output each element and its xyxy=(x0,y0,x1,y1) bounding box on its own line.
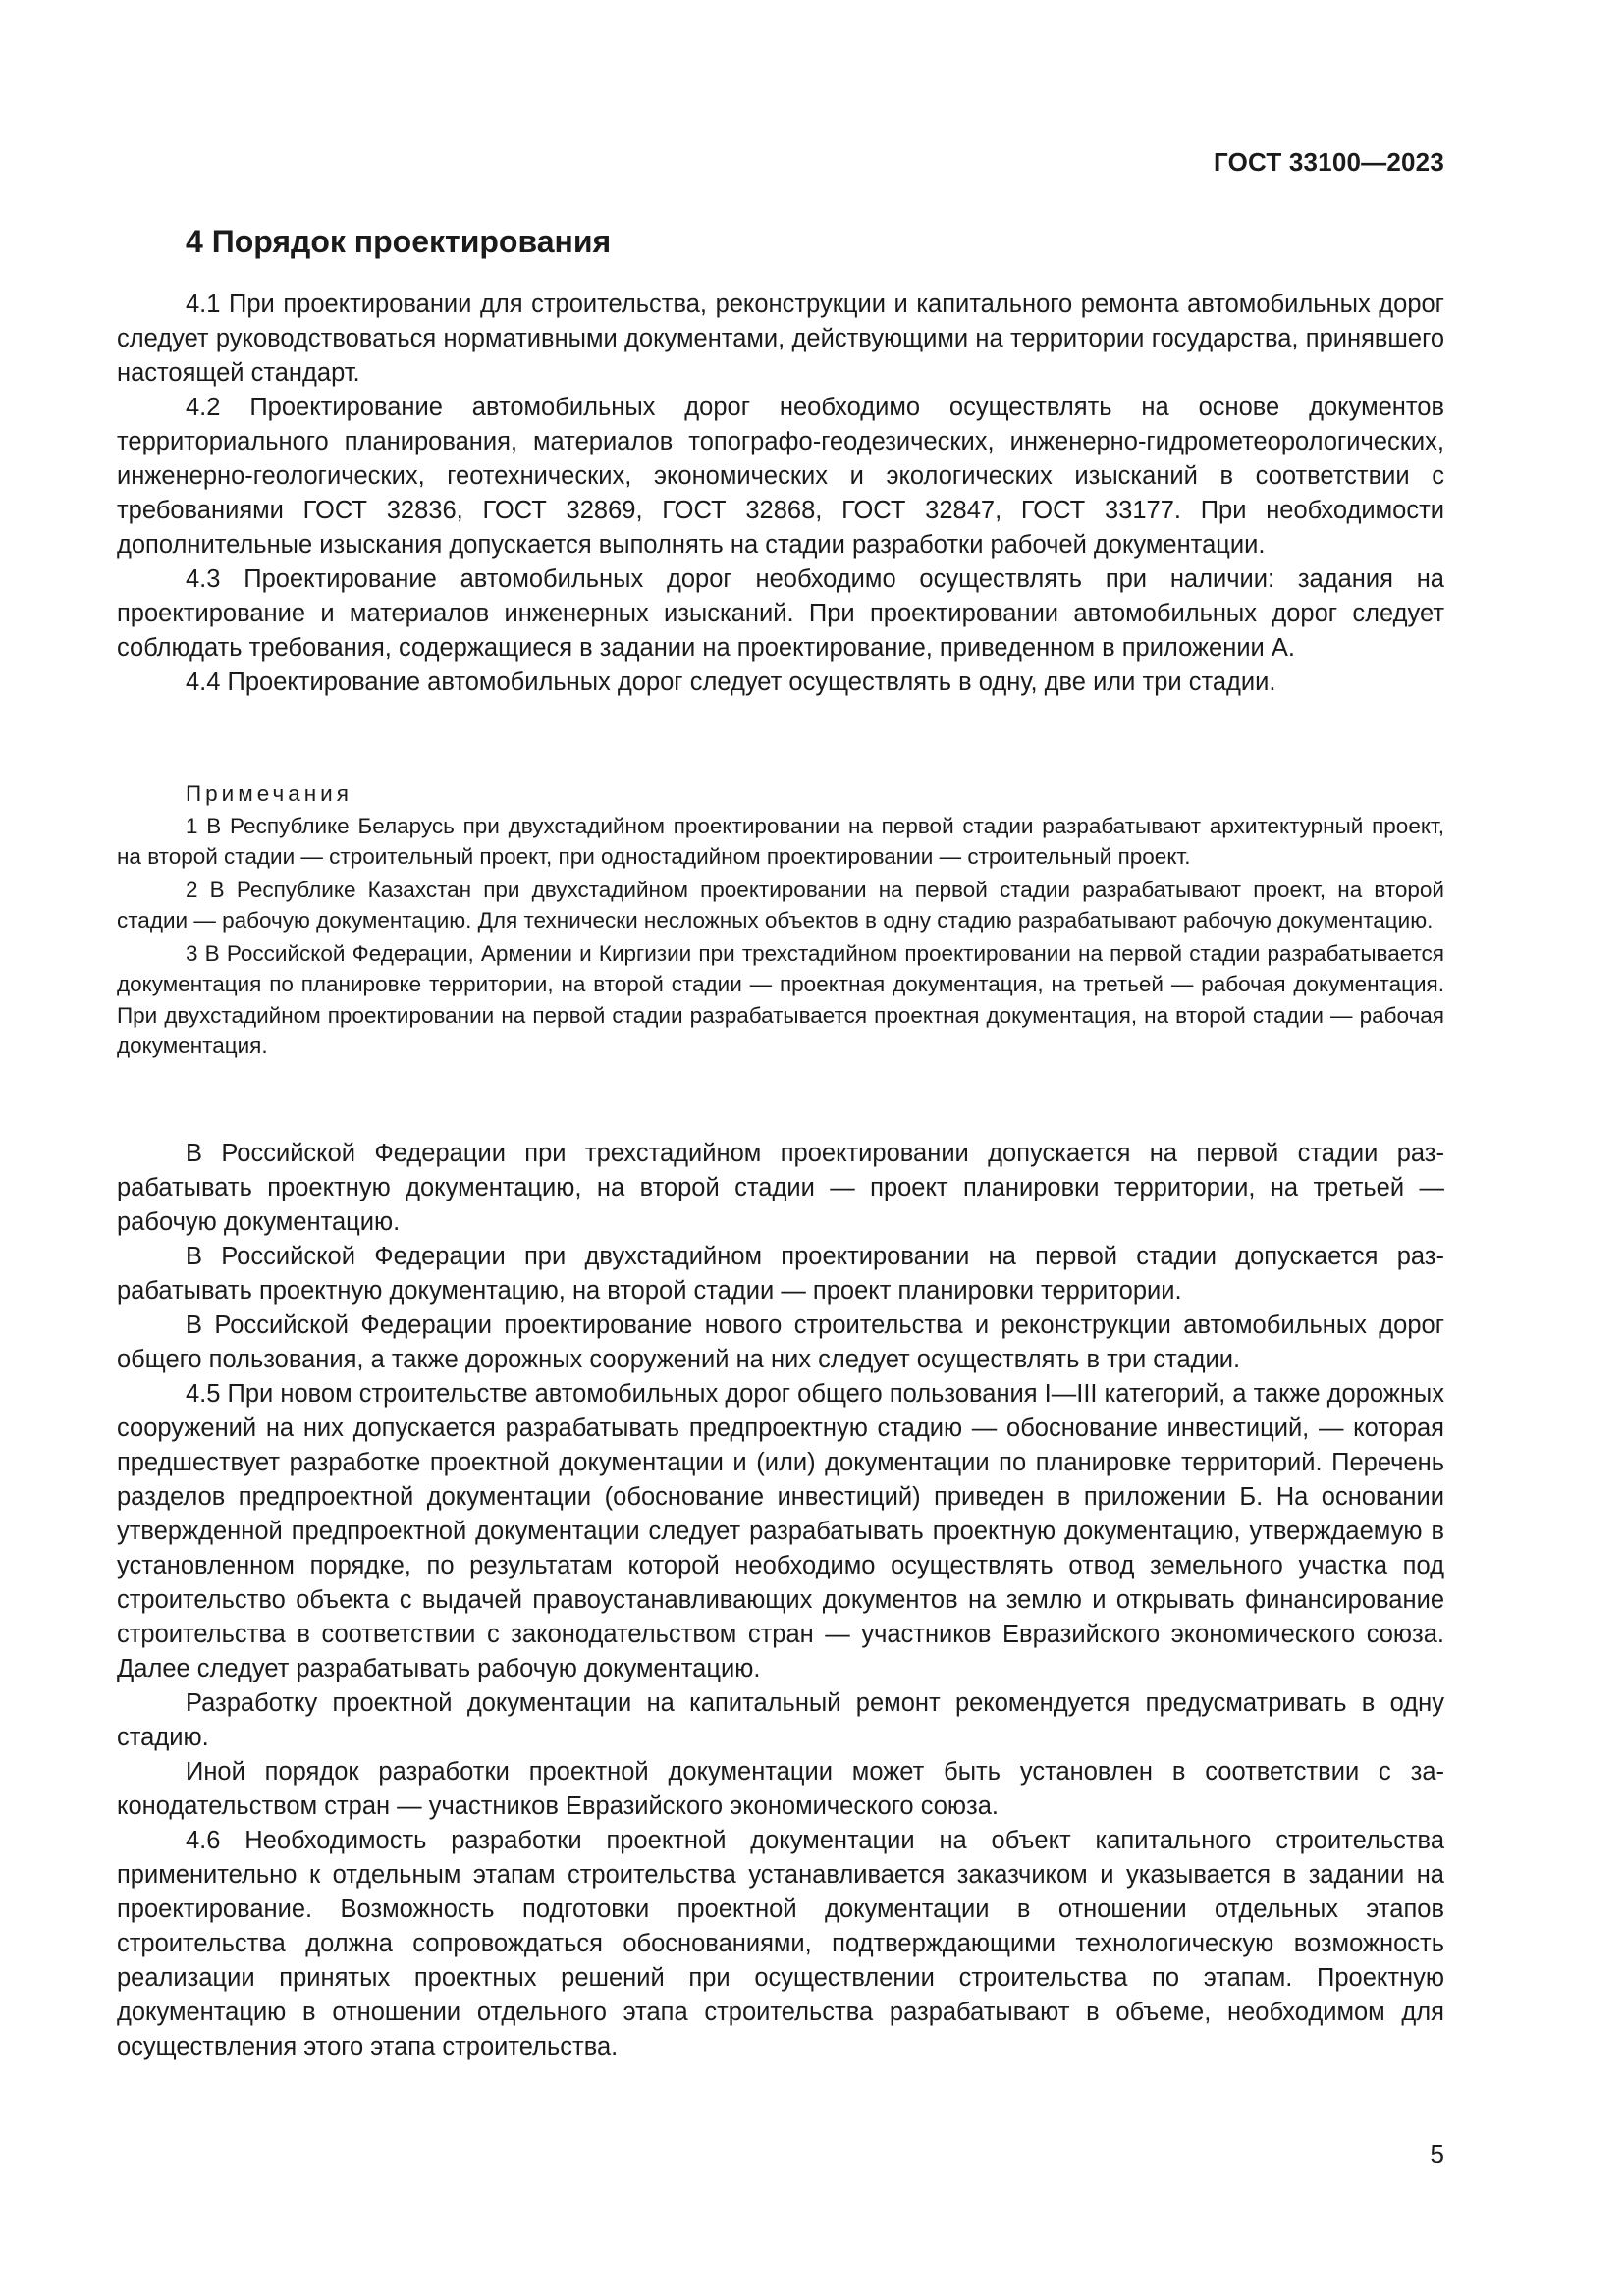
section-heading: 4 Порядок проектирования xyxy=(186,224,612,259)
paragraph-other-procedure: Иной порядок разработки проектной документации может быть установлен в соответствии с законодательством стран — участников Евразийского экономического союза. xyxy=(117,1758,1444,1820)
notes-block xyxy=(117,778,1444,1064)
paragraph-4-5: 4.5 При новом строительстве автомобильных дорог общего пользования I—III категорий, а также дорожных сооружений на них допускается разрабатывать предпроектную стадию — обоснование инвестиций, — которая предшествует разработке проектной документации и (или) документации по планировке территорий. Перечень разделов предпроектной документации (обоснование инвестиций) приведен в приложении Б. На основании утвержденной предпроектной документации следует разрабатывать проектную документацию, утверждаемую в установленном порядке, по результатам которой необходимо осуществлять отвод земельного участка под строительство объекта с выдачей правоустанавливающих документов на землю и открывать финансирование строительства в соответствии с законодательством стран — участников Евразийского экономического союза. Далее следует разрабатывать рабочую документацию. xyxy=(117,1380,1444,1682)
paragraph-4-3: 4.3 Проектирование автомобильных дорог необходимо осуществлять при наличии: задания на проектирование и материалов инженерных изысканий. При проектировании автомобильных дорог следует соблюдать требования, содержащиеся в задании на проектирование, приведенном в приложении А. xyxy=(117,565,1444,662)
paragraph-rf-three-stage: В Российской Федерации при трехстадийном проектировании допускается на первой стадии разрабатывать проектную документацию, на второй стадии — проект планировки территории, на третьей — рабочую документацию. xyxy=(117,1140,1444,1236)
standard-code-header: ГОСТ 33100—2023 xyxy=(1214,147,1444,177)
paragraph-4-2: 4.2 Проектирование автомобильных дорог необходимо осуществлять на основе документов территориального планирования, материалов топографо-геодезических, инженерно-гидрометеорологических, инженерно-геологических, геотехнических, экономических и экологических изысканий в соответствии с требованиями ГОСТ 32836, ГОСТ 32869, ГОСТ 32868, ГОСТ 32847, ГОСТ 33177. При необходимости дополнительные изыскания допускается выполнять на стадии разработки рабочей документации. xyxy=(117,394,1444,559)
note-item-2: 2 В Республике Казахстан при двухстадийном проектировании на первой стадии разрабатывают проект, на второй стадии — рабочую документацию. Для технически несложных объектов в одну стадию разрабатывают рабочую документацию. xyxy=(117,877,1444,933)
paragraph-4-4: 4.4 Проектирование автомобильных дорог следует осуществлять в одну, две или три стадии. xyxy=(186,668,1276,696)
notes-title: Примечания xyxy=(186,781,352,806)
paragraph-rf-new-construction: В Российской Федерации проектирование нового строительства и реконструкции автомобильных дорог общего пользования, а также дорожных сооружений на них следует осуществлять в три стадии. xyxy=(117,1311,1444,1373)
body-text-top xyxy=(117,288,1444,700)
note-item-1: 1 В Республике Беларусь при двухстадийном проектировании на первой стадии разрабатывают архитектурный проект, на второй стадии — строительный проект, при одностадийном проектировании — строительный проект. xyxy=(117,813,1444,869)
paragraph-4-6: 4.6 Необходимость разработки проектной документации на объект капитального строительства применительно к отдельным этапам строительства устанавливается заказчиком и указывается в задании на проектирование. Возможность подготовки проектной документации в отношении отдельных этапов строительства должна сопровождаться обоснованиями, подтверждающими технологическую возможность реализации принятых проектных решений при осуществлении строительства по этапам. Проектную документацию в отношении отдельного этапа строительства разрабатывают в объеме, необходимом для осуществления этого этапа строительства. xyxy=(117,1827,1444,2060)
paragraph-capital-repair: Разработку проектной документации на капитальный ремонт рекомендуется предусматривать в одну стадию. xyxy=(117,1689,1444,1751)
body-text-bottom xyxy=(117,1137,1444,2064)
paragraph-4-1: 4.1 При проектировании для строительства, реконструкции и капитального ремонта автомобильных дорог следует руководствоваться нормативными документами, действующими на территории государства, принявшего настоящей стандарт. xyxy=(117,291,1444,387)
paragraph-rf-two-stage: В Российской Федерации при двухстадийном проектировании на первой стадии допускается разрабатывать проектную документацию, на второй стадии — проект планировки территории. xyxy=(117,1243,1444,1305)
page-number: 5 xyxy=(1430,2139,1444,2168)
note-item-3: 3 В Российской Федерации, Армении и Киргизии при трехстадийном проектировании на первой стадии разрабатывается документация по планировке территории, на второй стадии — проектная документация, на третьей — рабочая документация. При двухстадийном проектировании на первой стадии разрабатывается проектная документация, на второй стадии — рабочая документация. xyxy=(117,940,1444,1058)
